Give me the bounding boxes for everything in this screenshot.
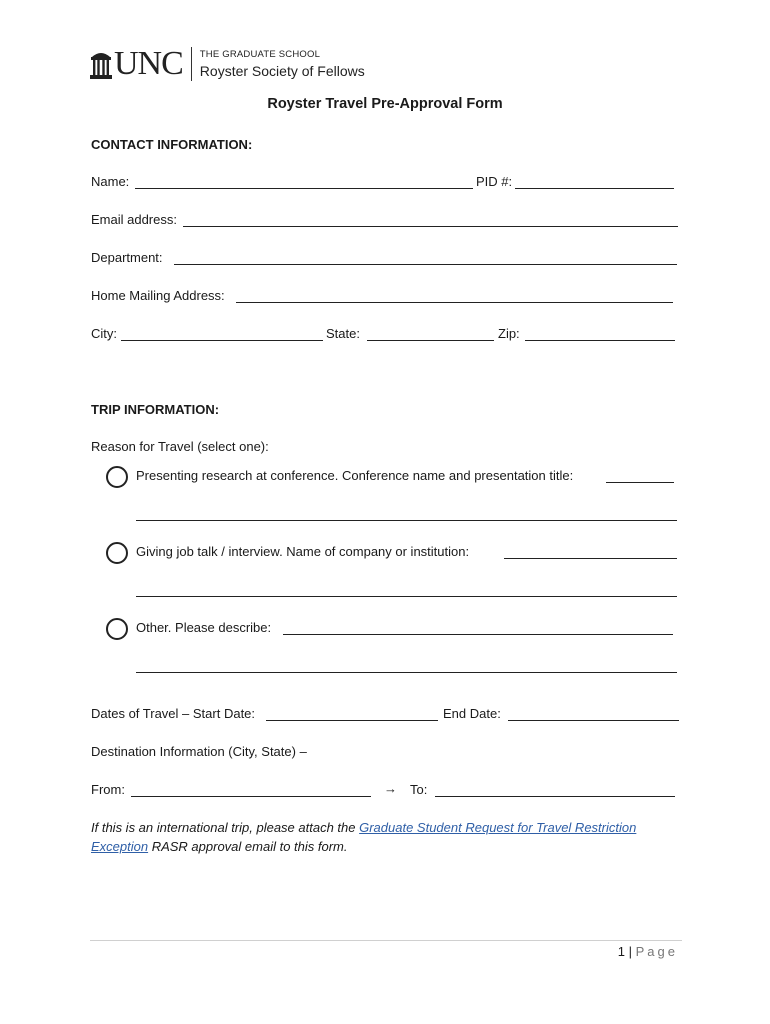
radio-job-talk[interactable]	[106, 542, 128, 564]
page-footer	[618, 944, 678, 959]
conference-name-field[interactable]	[606, 482, 674, 483]
conference-name-field-line2[interactable]	[136, 520, 677, 521]
mailing-address-label: Home Mailing Address:	[91, 288, 225, 303]
graduate-school-label: THE GRADUATE SCHOOL	[199, 49, 321, 60]
department-field[interactable]	[174, 264, 677, 265]
to-label: To:	[410, 782, 428, 797]
note-prefix: If this is an international trip, please attach the	[91, 820, 360, 835]
from-field[interactable]	[131, 796, 371, 797]
society-label: Royster Society of Fellows	[199, 63, 365, 79]
note-suffix: RASR approval email to this form.	[148, 839, 348, 854]
start-date-field[interactable]	[266, 720, 438, 721]
form-title: Royster Travel Pre-Approval Form	[267, 96, 503, 112]
name-label: Name:	[91, 174, 130, 189]
page-number: 1	[617, 944, 625, 959]
footer-rule	[90, 940, 682, 941]
rasr-form-link[interactable]: Graduate Student Request for Travel Restriction	[359, 820, 637, 835]
international-note-line1	[91, 820, 636, 835]
radio-other[interactable]	[106, 618, 128, 640]
company-name-field-line2[interactable]	[136, 596, 677, 597]
department-label: Department:	[91, 250, 163, 265]
footer-separator: |	[628, 944, 632, 959]
arrow-right-icon: →	[384, 781, 397, 796]
pid-field[interactable]	[515, 188, 674, 189]
logo-wordmark: UNC	[114, 45, 183, 82]
state-label: State:	[326, 326, 360, 341]
reason-label: Reason for Travel (select one):	[91, 439, 269, 454]
trip-heading: TRIP INFORMATION:	[91, 402, 220, 417]
logo-divider	[191, 47, 192, 81]
name-field[interactable]	[135, 188, 473, 189]
start-date-label: Dates of Travel – Start Date:	[91, 706, 256, 721]
end-date-field[interactable]	[508, 720, 679, 721]
email-field[interactable]	[183, 226, 678, 227]
city-label: City:	[91, 326, 117, 341]
pid-label: PID #:	[476, 174, 513, 189]
option-other-label: Other. Please describe:	[136, 620, 272, 635]
from-label: From:	[91, 782, 125, 797]
international-note-line2	[91, 839, 348, 854]
other-description-field[interactable]	[283, 634, 673, 635]
page-word: Page	[635, 944, 678, 959]
state-field[interactable]	[367, 340, 494, 341]
old-well-icon	[90, 48, 112, 80]
zip-label: Zip:	[498, 326, 520, 341]
destination-label: Destination Information (City, State) –	[91, 744, 307, 759]
city-field[interactable]	[121, 340, 323, 341]
option-job-talk-label: Giving job talk / interview. Name of company or institution:	[136, 544, 470, 559]
company-name-field[interactable]	[504, 558, 677, 559]
end-date-label: End Date:	[443, 706, 501, 721]
rasr-form-link-continued[interactable]: Exception	[91, 839, 149, 854]
to-field[interactable]	[435, 796, 675, 797]
zip-field[interactable]	[525, 340, 675, 341]
other-description-field-line2[interactable]	[136, 672, 677, 673]
unc-logo	[90, 44, 365, 84]
mailing-address-field[interactable]	[236, 302, 673, 303]
radio-conference[interactable]	[106, 466, 128, 488]
option-conference-label: Presenting research at conference. Conference name and presentation title:	[136, 468, 574, 483]
contact-heading: CONTACT INFORMATION:	[91, 137, 253, 152]
email-label: Email address:	[91, 212, 177, 227]
